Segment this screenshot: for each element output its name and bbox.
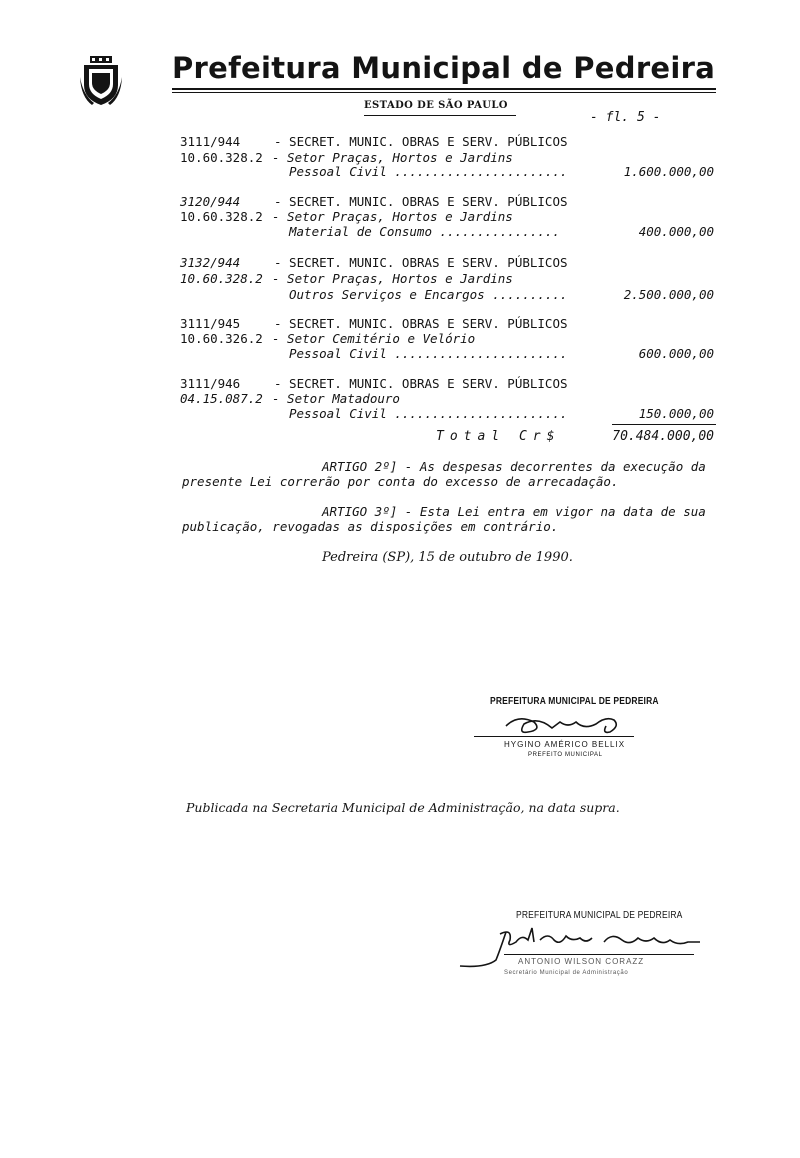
entry-code: 3111/944 (180, 134, 241, 149)
page-title: Prefeitura Municipal de Pedreira (172, 51, 716, 85)
entry-item: Material de Consumo ................ (289, 224, 560, 239)
total-amount: 70.484.000,00 (612, 429, 714, 444)
entry-program: 04.15.087.2 (180, 391, 263, 406)
entry-amount: 2.500.000,00 (623, 287, 714, 302)
entry-sector: - Setor Praças, Hortos e Jardins (272, 209, 513, 224)
secretary-title: Secretário Municipal de Administração (504, 970, 629, 976)
entry-program: 10.60.328.2 (180, 209, 263, 224)
entry-program: 10.60.326.2 (180, 331, 263, 346)
entry-line (0, 164, 800, 181)
entry-item: Pessoal Civil ....................... (289, 406, 568, 421)
entry-code: 3132/944 (180, 255, 241, 270)
header-rule (172, 88, 716, 90)
entry-item: Pessoal Civil ....................... (289, 346, 568, 361)
state-label: ESTADO DE SÃO PAULO (364, 100, 508, 111)
entry-line (0, 406, 800, 423)
article-3-line-2: publicação, revogadas as disposições em contrário. (182, 519, 559, 534)
entry-sector: - Setor Praças, Hortos e Jardins (272, 271, 513, 286)
entry-sector: - Setor Cemitério e Velório (272, 331, 476, 346)
entry-line (0, 255, 800, 272)
entry-line (0, 134, 800, 151)
entry-code: 3111/945 (180, 316, 241, 331)
state-underline (364, 115, 516, 116)
article-3-line-1: ARTIGO 3º] - Esta Lei entra em vigor na data de sua (322, 504, 706, 519)
entry-department: - SECRET. MUNIC. OBRAS E SERV. PÚBLICOS (274, 376, 568, 391)
article-2-line-2: presente Lei correrão por conta do excesso de arrecadação. (182, 474, 619, 489)
entry-code: 3120/944 (180, 194, 241, 209)
entry-sector: - Setor Praças, Hortos e Jardins (272, 150, 513, 165)
entry-program: 10.60.328.2 (180, 271, 263, 286)
mayor-name: HYGINO AMÉRICO BELLIX (504, 740, 626, 749)
sum-rule (612, 424, 716, 425)
entry-amount: 150.000,00 (638, 406, 714, 421)
entry-item: Outros Serviços e Encargos .......... (289, 287, 568, 302)
total-label: Total Cr$ (436, 429, 561, 444)
entry-amount: 600.000,00 (638, 346, 714, 361)
entry-item: Pessoal Civil ....................... (289, 164, 568, 179)
entry-program: 10.60.328.2 (180, 150, 263, 165)
mayor-stamp-org: PREFEITURA MUNICIPAL DE PEDREIRA (490, 696, 659, 707)
date-line: Pedreira (SP), 15 de outubro de 1990. (322, 550, 573, 565)
publication-note: Publicada na Secretaria Municipal de Administração, na data supra. (186, 800, 620, 815)
mayor-signature (498, 708, 638, 738)
entry-sector: - Setor Matadouro (272, 391, 400, 406)
entry-line (0, 287, 800, 304)
article-2-line-1: ARTIGO 2º] - As despesas decorrentes da execução da (322, 459, 706, 474)
header-rule-thin (172, 92, 716, 93)
entry-line (0, 271, 800, 288)
secretary-signature-rule (504, 954, 694, 955)
entry-code: 3111/946 (180, 376, 241, 391)
page-folio: - fl. 5 - (590, 110, 661, 125)
entry-amount: 1.600.000,00 (623, 164, 714, 179)
entry-department: - SECRET. MUNIC. OBRAS E SERV. PÚBLICOS (274, 255, 568, 270)
entry-line (0, 224, 800, 241)
entry-department: - SECRET. MUNIC. OBRAS E SERV. PÚBLICOS (274, 134, 568, 149)
coat-of-arms-logo (80, 55, 122, 107)
entry-line (0, 346, 800, 363)
mayor-signature-rule (474, 736, 634, 737)
secretary-stamp-org: PREFEITURA MUNICIPAL DE PEDREIRA (516, 910, 683, 921)
entry-department: - SECRET. MUNIC. OBRAS E SERV. PÚBLICOS (274, 194, 568, 209)
mayor-title: PREFEITO MUNICIPAL (528, 752, 603, 758)
entry-department: - SECRET. MUNIC. OBRAS E SERV. PÚBLICOS (274, 316, 568, 331)
entry-amount: 400.000,00 (638, 224, 714, 239)
secretary-name: ANTONIO WILSON CORAZZ (518, 957, 645, 966)
